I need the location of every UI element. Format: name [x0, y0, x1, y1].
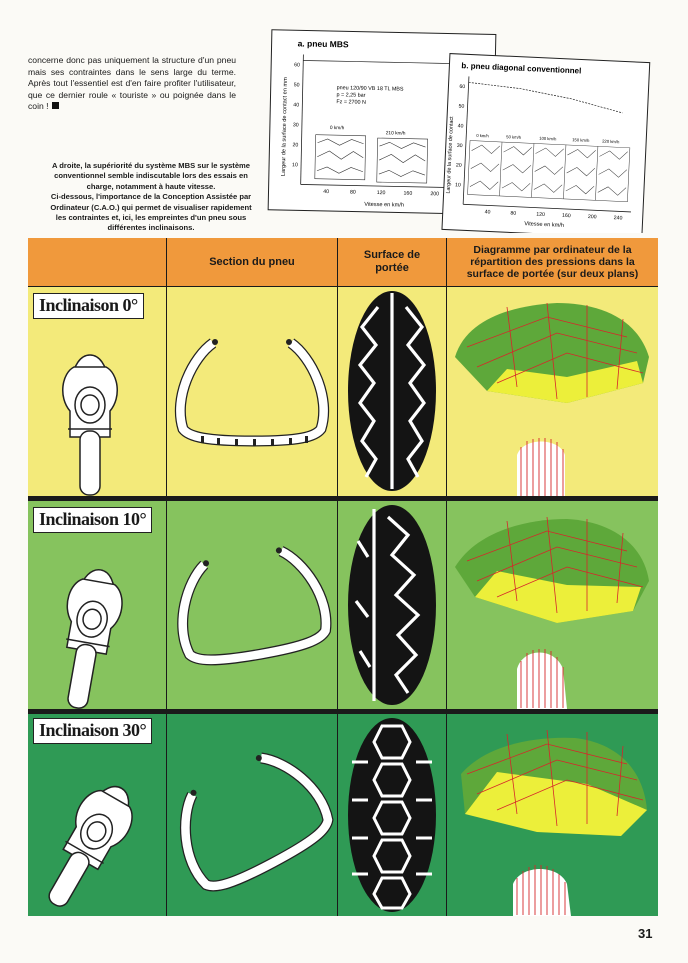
chart-a-xlabel: Vitesse en km/h	[364, 201, 405, 209]
pressure-diagram-30	[447, 714, 658, 916]
end-square	[52, 102, 59, 109]
header-surface: Surface de portée	[338, 238, 446, 286]
tread-footprint-30	[338, 714, 446, 916]
chart-b-title: b. pneu diagonal conventionnel	[461, 61, 582, 76]
caption-line: différentes inclinaisons.	[107, 223, 195, 233]
speed-charts	[256, 28, 656, 233]
row1-rider-cell	[28, 287, 166, 496]
x-tick-label: 120	[376, 190, 386, 197]
x-tick-label: 80	[349, 189, 356, 196]
chart-b-speed-label: 50 km/h	[506, 134, 522, 140]
tread-footprint-10	[338, 501, 446, 709]
chart-b-speed-label: 0 km/h	[476, 132, 489, 139]
pressure-diagram-0	[447, 287, 658, 496]
x-tick-label: 240	[613, 215, 623, 222]
chart-b-card	[442, 54, 650, 233]
caption-line: A droite, la supériorité du système MBS sur le système	[51, 161, 251, 170]
caption-line: charge, notamment à haute vitesse.	[86, 181, 216, 191]
row1-label: Inclinaison 0°	[33, 293, 144, 319]
row3-rider-cell	[28, 714, 166, 916]
caption-line: Ci-dessous, l'importance de la Conception Assistée par	[50, 192, 252, 202]
header-section: Section du pneu	[167, 238, 337, 286]
chart-a-spec: p = 2,25 bar	[336, 92, 366, 99]
chart-a-title: a. pneu MBS	[297, 38, 349, 50]
page-number: 31	[638, 926, 653, 941]
row2-surface-cell	[338, 501, 446, 709]
y-tick-label: 10	[454, 182, 461, 189]
y-tick-label: 30	[456, 142, 463, 150]
tyre-section-icon	[167, 714, 337, 916]
intro-paragraph	[28, 55, 236, 113]
tyre-section-icon	[167, 501, 337, 709]
y-tick-label: 20	[455, 162, 462, 169]
y-tick-label: 20	[292, 142, 299, 149]
row3-surface-cell	[338, 714, 446, 916]
row1-diagram-cell	[447, 287, 658, 496]
row1-section-cell	[167, 287, 337, 496]
chart-a-ylabel: Largeur de la surface de contact en mm	[280, 77, 289, 177]
caption-line: les contraintes et, ici, les empreintes d'un pneu sous	[55, 213, 247, 223]
y-tick-label: 30	[292, 122, 299, 129]
x-tick-label: 40	[484, 209, 491, 216]
chart-b-ylabel: Largeur de la surface de contact	[445, 116, 456, 194]
chart-a-spec: Fz = 2700 N	[336, 99, 366, 106]
figure-caption	[28, 161, 274, 234]
header-diagram: Diagramme par ordinateur de la répartition des pressions dans la surface de portée (sur deux plans)	[447, 238, 658, 286]
intro-text: concerne donc pas uniquement la structure d'un pneu mais ses contraintes dans le sens large du terme. Après tout l'essentiel est d'en faire profiter l'utilisateur, que ce dernier roule « touriste » ou poignée dans le coin !	[28, 55, 236, 111]
row1-surface-cell	[338, 287, 446, 496]
row3-diagram-cell	[447, 714, 658, 916]
row3-section-cell	[167, 714, 337, 916]
chart-a-spec: pneu 120/90 VB 18 TL MBS	[336, 85, 404, 93]
y-tick-label: 60	[459, 83, 466, 91]
x-tick-label: 40	[323, 188, 330, 196]
chart-b-xlabel: Vitesse en km/h	[524, 221, 565, 229]
y-tick-label: 40	[293, 102, 300, 109]
chart-b-speed-label: 150 km/h	[572, 137, 590, 143]
caption-line: Ordinateur (C.A.O.) qui permet de visualiser rapidement	[50, 202, 252, 212]
row3-label: Inclinaison 30°	[33, 718, 152, 744]
x-tick-label: 200	[430, 191, 440, 198]
tread-footprint-0	[338, 287, 446, 496]
row2-label: Inclinaison 10°	[33, 507, 152, 533]
x-tick-label: 80	[510, 210, 517, 217]
row2-diagram-cell	[447, 501, 658, 709]
pressure-diagram-10	[447, 501, 658, 709]
rider-icon	[28, 714, 166, 916]
x-tick-label: 160	[403, 190, 413, 197]
tyre-section-icon	[167, 287, 337, 496]
chart-b-speed-label: 100 km/h	[539, 135, 557, 142]
chart-b-speed-label: 220 km/h	[602, 138, 620, 145]
y-tick-label: 40	[457, 123, 464, 130]
y-tick-label: 10	[292, 162, 298, 169]
x-tick-label: 120	[536, 211, 546, 219]
y-tick-label: 60	[294, 62, 301, 69]
x-tick-label: 200	[587, 213, 597, 221]
y-tick-label: 50	[293, 82, 300, 89]
header-cell-blank	[28, 238, 166, 286]
row2-rider-cell	[28, 501, 166, 709]
inclination-grid	[28, 238, 658, 916]
row2-section-cell	[167, 501, 337, 709]
y-tick-label: 50	[458, 103, 465, 110]
chart-a-speed-label: 210 km/h	[385, 131, 406, 137]
caption-line: conventionnel semble indiscutable lors des essais en	[54, 171, 248, 181]
x-tick-label: 160	[561, 212, 571, 220]
chart-a-speed-label: 0 km/h	[329, 126, 345, 132]
